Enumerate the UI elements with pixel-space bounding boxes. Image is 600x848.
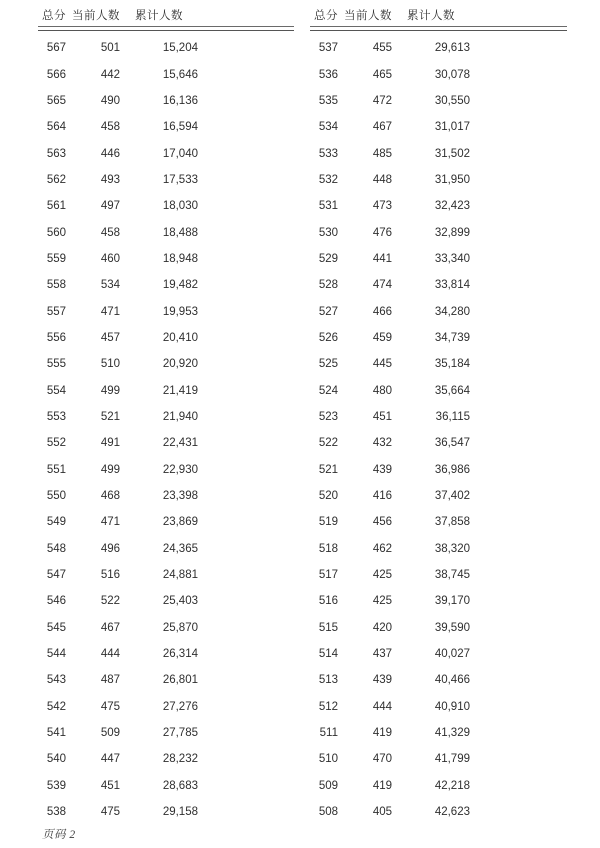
cell-current-count: 459 <box>372 331 392 344</box>
cell-cumulative-count: 34,739 <box>434 331 470 344</box>
cell-cumulative-count: 15,646 <box>162 68 198 81</box>
cell-cumulative-count: 41,799 <box>434 753 470 766</box>
cell-current-count: 485 <box>372 147 392 160</box>
table-row <box>310 377 567 403</box>
cell-current-count: 457 <box>100 331 120 344</box>
cell-current-count: 534 <box>100 279 120 292</box>
cell-total-score: 563 <box>46 147 66 160</box>
cell-current-count: 475 <box>100 806 120 819</box>
cell-cumulative-count: 30,078 <box>434 68 470 81</box>
cell-cumulative-count: 22,431 <box>162 437 198 450</box>
cell-cumulative-count: 37,858 <box>434 516 470 529</box>
cell-cumulative-count: 27,276 <box>162 700 198 713</box>
cell-total-score: 562 <box>46 173 66 186</box>
cell-current-count: 501 <box>100 42 120 55</box>
cell-current-count: 420 <box>372 621 392 634</box>
cell-total-score: 545 <box>46 621 66 634</box>
cell-current-count: 425 <box>372 569 392 582</box>
cell-cumulative-count: 25,870 <box>162 621 198 634</box>
cell-current-count: 451 <box>372 410 392 423</box>
cell-cumulative-count: 21,940 <box>162 410 198 423</box>
cell-total-score: 541 <box>46 727 66 740</box>
cell-cumulative-count: 17,533 <box>162 173 198 186</box>
cell-total-score: 543 <box>46 674 66 687</box>
cell-current-count: 516 <box>100 569 120 582</box>
cell-current-count: 425 <box>372 595 392 608</box>
cell-current-count: 465 <box>372 68 392 81</box>
score-table-left <box>38 7 294 825</box>
cell-current-count: 441 <box>372 252 392 265</box>
table-row <box>310 272 567 298</box>
table-row <box>38 667 294 693</box>
cell-current-count: 499 <box>100 463 120 476</box>
cell-total-score: 552 <box>46 437 66 450</box>
cell-current-count: 467 <box>372 121 392 134</box>
table-row <box>310 298 567 324</box>
cell-total-score: 526 <box>318 331 338 344</box>
cell-cumulative-count: 41,329 <box>434 727 470 740</box>
table-row <box>310 641 567 667</box>
cell-total-score: 512 <box>318 700 338 713</box>
table-row <box>310 799 567 825</box>
cell-total-score: 539 <box>46 779 66 792</box>
column-header-cumulative-count: 累计人数 <box>407 10 455 22</box>
table-row <box>38 167 294 193</box>
cell-current-count: 487 <box>100 674 120 687</box>
cell-total-score: 525 <box>318 358 338 371</box>
cell-current-count: 522 <box>100 595 120 608</box>
cell-total-score: 528 <box>318 279 338 292</box>
cell-cumulative-count: 23,869 <box>162 516 198 529</box>
cell-cumulative-count: 28,683 <box>162 779 198 792</box>
cell-total-score: 536 <box>318 68 338 81</box>
column-header-current-count: 当前人数 <box>72 10 120 22</box>
cell-cumulative-count: 29,613 <box>434 42 470 55</box>
cell-current-count: 460 <box>100 252 120 265</box>
cell-current-count: 439 <box>372 674 392 687</box>
cell-cumulative-count: 24,365 <box>162 542 198 555</box>
cell-cumulative-count: 36,115 <box>435 410 470 423</box>
cell-cumulative-count: 39,170 <box>434 595 470 608</box>
cell-total-score: 548 <box>46 542 66 555</box>
cell-current-count: 456 <box>372 516 392 529</box>
table-row <box>310 536 567 562</box>
cell-cumulative-count: 20,410 <box>162 331 198 344</box>
table-row <box>38 325 294 351</box>
table-row <box>310 351 567 377</box>
cell-total-score: 542 <box>46 700 66 713</box>
cell-cumulative-count: 28,232 <box>162 753 198 766</box>
cell-current-count: 480 <box>372 384 392 397</box>
table-row <box>38 246 294 272</box>
cell-cumulative-count: 33,814 <box>434 279 470 292</box>
cell-total-score: 561 <box>46 200 66 213</box>
table-row <box>38 61 294 87</box>
cell-cumulative-count: 26,314 <box>162 648 198 661</box>
cell-total-score: 551 <box>46 463 66 476</box>
column-header-total-score: 总分 <box>42 10 66 22</box>
cell-cumulative-count: 36,547 <box>434 437 470 450</box>
cell-current-count: 416 <box>372 490 392 503</box>
cell-cumulative-count: 35,664 <box>434 384 470 397</box>
table-row <box>38 562 294 588</box>
cell-total-score: 560 <box>46 226 66 239</box>
table-row <box>310 61 567 87</box>
cell-cumulative-count: 25,403 <box>162 595 198 608</box>
cell-cumulative-count: 18,948 <box>162 252 198 265</box>
cell-total-score: 514 <box>318 648 338 661</box>
cell-current-count: 476 <box>372 226 392 239</box>
cell-total-score: 533 <box>318 147 338 160</box>
table-row <box>310 88 567 114</box>
cell-current-count: 419 <box>372 779 392 792</box>
cell-current-count: 458 <box>100 121 120 134</box>
cell-total-score: 509 <box>318 779 338 792</box>
cell-total-score: 523 <box>318 410 338 423</box>
cell-cumulative-count: 20,920 <box>162 358 198 371</box>
table-row <box>38 694 294 720</box>
cell-total-score: 531 <box>318 200 338 213</box>
cell-cumulative-count: 42,623 <box>434 806 470 819</box>
cell-current-count: 521 <box>100 410 120 423</box>
cell-total-score: 538 <box>46 806 66 819</box>
cell-cumulative-count: 19,482 <box>162 279 198 292</box>
cell-total-score: 524 <box>318 384 338 397</box>
table-row <box>38 457 294 483</box>
table-row <box>38 35 294 61</box>
table-row <box>38 799 294 825</box>
cell-current-count: 475 <box>100 700 120 713</box>
table-row <box>310 773 567 799</box>
cell-cumulative-count: 30,550 <box>434 94 470 107</box>
cell-current-count: 474 <box>372 279 392 292</box>
cell-total-score: 554 <box>46 384 66 397</box>
table-body <box>310 35 567 825</box>
cell-cumulative-count: 16,136 <box>162 94 198 107</box>
cell-cumulative-count: 17,040 <box>162 147 198 160</box>
cell-cumulative-count: 18,030 <box>162 200 198 213</box>
table-row <box>38 615 294 641</box>
cell-cumulative-count: 24,881 <box>162 569 198 582</box>
table-row <box>38 298 294 324</box>
cell-total-score: 553 <box>46 410 66 423</box>
cell-cumulative-count: 40,466 <box>434 674 470 687</box>
table-row <box>310 35 567 61</box>
cell-current-count: 466 <box>372 305 392 318</box>
cell-current-count: 473 <box>372 200 392 213</box>
cell-total-score: 527 <box>318 305 338 318</box>
cell-current-count: 510 <box>100 358 120 371</box>
score-table-right <box>310 7 567 825</box>
cell-cumulative-count: 34,280 <box>434 305 470 318</box>
cell-current-count: 471 <box>100 516 120 529</box>
cell-current-count: 455 <box>372 42 392 55</box>
cell-cumulative-count: 27,785 <box>162 727 198 740</box>
table-row <box>310 140 567 166</box>
cell-current-count: 458 <box>100 226 120 239</box>
cell-total-score: 535 <box>318 94 338 107</box>
cell-total-score: 515 <box>318 621 338 634</box>
cell-current-count: 442 <box>100 68 120 81</box>
column-header-current-count: 当前人数 <box>344 10 392 22</box>
cell-cumulative-count: 32,899 <box>434 226 470 239</box>
cell-cumulative-count: 31,502 <box>434 147 470 160</box>
cell-current-count: 471 <box>100 305 120 318</box>
cell-total-score: 546 <box>46 595 66 608</box>
table-row <box>310 694 567 720</box>
cell-current-count: 451 <box>100 779 120 792</box>
cell-total-score: 534 <box>318 121 338 134</box>
cell-current-count: 445 <box>372 358 392 371</box>
cell-total-score: 566 <box>46 68 66 81</box>
table-row <box>38 351 294 377</box>
table-row <box>38 483 294 509</box>
table-row <box>310 667 567 693</box>
cell-current-count: 497 <box>100 200 120 213</box>
cell-current-count: 446 <box>100 147 120 160</box>
table-row <box>38 773 294 799</box>
table-row <box>310 325 567 351</box>
table-row <box>38 140 294 166</box>
cell-cumulative-count: 19,953 <box>162 305 198 318</box>
table-row <box>38 536 294 562</box>
cell-current-count: 493 <box>100 173 120 186</box>
cell-total-score: 549 <box>46 516 66 529</box>
table-row <box>38 746 294 772</box>
cell-cumulative-count: 26,801 <box>162 674 198 687</box>
cell-current-count: 405 <box>372 806 392 819</box>
table-row <box>310 193 567 219</box>
cell-total-score: 520 <box>318 490 338 503</box>
cell-current-count: 509 <box>100 727 120 740</box>
cell-current-count: 491 <box>100 437 120 450</box>
cell-total-score: 518 <box>318 542 338 555</box>
cell-total-score: 521 <box>318 463 338 476</box>
cell-total-score: 557 <box>46 305 66 318</box>
cell-current-count: 444 <box>100 648 120 661</box>
table-row <box>38 720 294 746</box>
table-row <box>310 588 567 614</box>
cell-current-count: 462 <box>372 542 392 555</box>
cell-total-score: 547 <box>46 569 66 582</box>
cell-total-score: 544 <box>46 648 66 661</box>
cell-cumulative-count: 16,594 <box>162 121 198 134</box>
cell-total-score: 511 <box>319 727 338 740</box>
table-row <box>38 377 294 403</box>
cell-total-score: 530 <box>318 226 338 239</box>
cell-total-score: 519 <box>318 516 338 529</box>
table-row <box>310 114 567 140</box>
cell-cumulative-count: 18,488 <box>162 226 198 239</box>
cell-cumulative-count: 40,910 <box>434 700 470 713</box>
cell-current-count: 472 <box>372 94 392 107</box>
table-row <box>38 430 294 456</box>
cell-cumulative-count: 40,027 <box>434 648 470 661</box>
cell-total-score: 537 <box>318 42 338 55</box>
cell-total-score: 529 <box>318 252 338 265</box>
cell-cumulative-count: 15,204 <box>162 42 198 55</box>
table-row <box>310 430 567 456</box>
cell-total-score: 558 <box>46 279 66 292</box>
cell-total-score: 532 <box>318 173 338 186</box>
table-row <box>310 562 567 588</box>
cell-current-count: 496 <box>100 542 120 555</box>
cell-cumulative-count: 29,158 <box>162 806 198 819</box>
table-row <box>310 167 567 193</box>
cell-cumulative-count: 39,590 <box>434 621 470 634</box>
table-row <box>38 641 294 667</box>
table-row <box>38 114 294 140</box>
table-row <box>310 720 567 746</box>
cell-total-score: 540 <box>46 753 66 766</box>
cell-cumulative-count: 31,950 <box>434 173 470 186</box>
cell-current-count: 444 <box>372 700 392 713</box>
cell-current-count: 470 <box>372 753 392 766</box>
cell-cumulative-count: 33,340 <box>434 252 470 265</box>
table-row <box>310 219 567 245</box>
cell-total-score: 516 <box>318 595 338 608</box>
cell-total-score: 517 <box>318 569 338 582</box>
table-row <box>310 615 567 641</box>
table-row <box>38 588 294 614</box>
table-header-row <box>310 7 567 23</box>
table-body <box>38 35 294 825</box>
cell-cumulative-count: 36,986 <box>434 463 470 476</box>
cell-cumulative-count: 22,930 <box>162 463 198 476</box>
cell-current-count: 448 <box>372 173 392 186</box>
cell-cumulative-count: 38,320 <box>434 542 470 555</box>
column-header-total-score: 总分 <box>314 10 338 22</box>
table-row <box>38 88 294 114</box>
cell-cumulative-count: 42,218 <box>434 779 470 792</box>
table-header-row <box>38 7 294 23</box>
cell-current-count: 439 <box>372 463 392 476</box>
table-row <box>38 219 294 245</box>
cell-current-count: 419 <box>372 727 392 740</box>
cell-total-score: 550 <box>46 490 66 503</box>
cell-cumulative-count: 23,398 <box>162 490 198 503</box>
cell-cumulative-count: 38,745 <box>434 569 470 582</box>
table-row <box>310 509 567 535</box>
cell-current-count: 432 <box>372 437 392 450</box>
table-row <box>38 193 294 219</box>
cell-current-count: 437 <box>372 648 392 661</box>
cell-cumulative-count: 21,419 <box>162 384 198 397</box>
cell-total-score: 565 <box>46 94 66 107</box>
cell-current-count: 499 <box>100 384 120 397</box>
cell-total-score: 564 <box>46 121 66 134</box>
table-row <box>310 483 567 509</box>
header-double-rule <box>310 26 567 31</box>
cell-cumulative-count: 37,402 <box>434 490 470 503</box>
cell-current-count: 447 <box>100 753 120 766</box>
table-row <box>310 246 567 272</box>
table-row <box>38 272 294 298</box>
cell-cumulative-count: 35,184 <box>434 358 470 371</box>
column-header-cumulative-count: 累计人数 <box>135 10 183 22</box>
header-double-rule <box>38 26 294 31</box>
table-row <box>310 746 567 772</box>
cell-total-score: 513 <box>318 674 338 687</box>
cell-total-score: 508 <box>318 806 338 819</box>
cell-current-count: 468 <box>100 490 120 503</box>
table-row <box>38 404 294 430</box>
cell-current-count: 490 <box>100 94 120 107</box>
page-number: 页码 2 <box>42 829 76 841</box>
cell-cumulative-count: 32,423 <box>434 200 470 213</box>
cell-total-score: 522 <box>318 437 338 450</box>
cell-cumulative-count: 31,017 <box>434 121 470 134</box>
table-row <box>310 404 567 430</box>
cell-total-score: 555 <box>46 358 66 371</box>
cell-total-score: 510 <box>318 753 338 766</box>
cell-total-score: 556 <box>46 331 66 344</box>
cell-current-count: 467 <box>100 621 120 634</box>
table-row <box>38 509 294 535</box>
cell-total-score: 559 <box>46 252 66 265</box>
cell-total-score: 567 <box>46 42 66 55</box>
table-row <box>310 457 567 483</box>
